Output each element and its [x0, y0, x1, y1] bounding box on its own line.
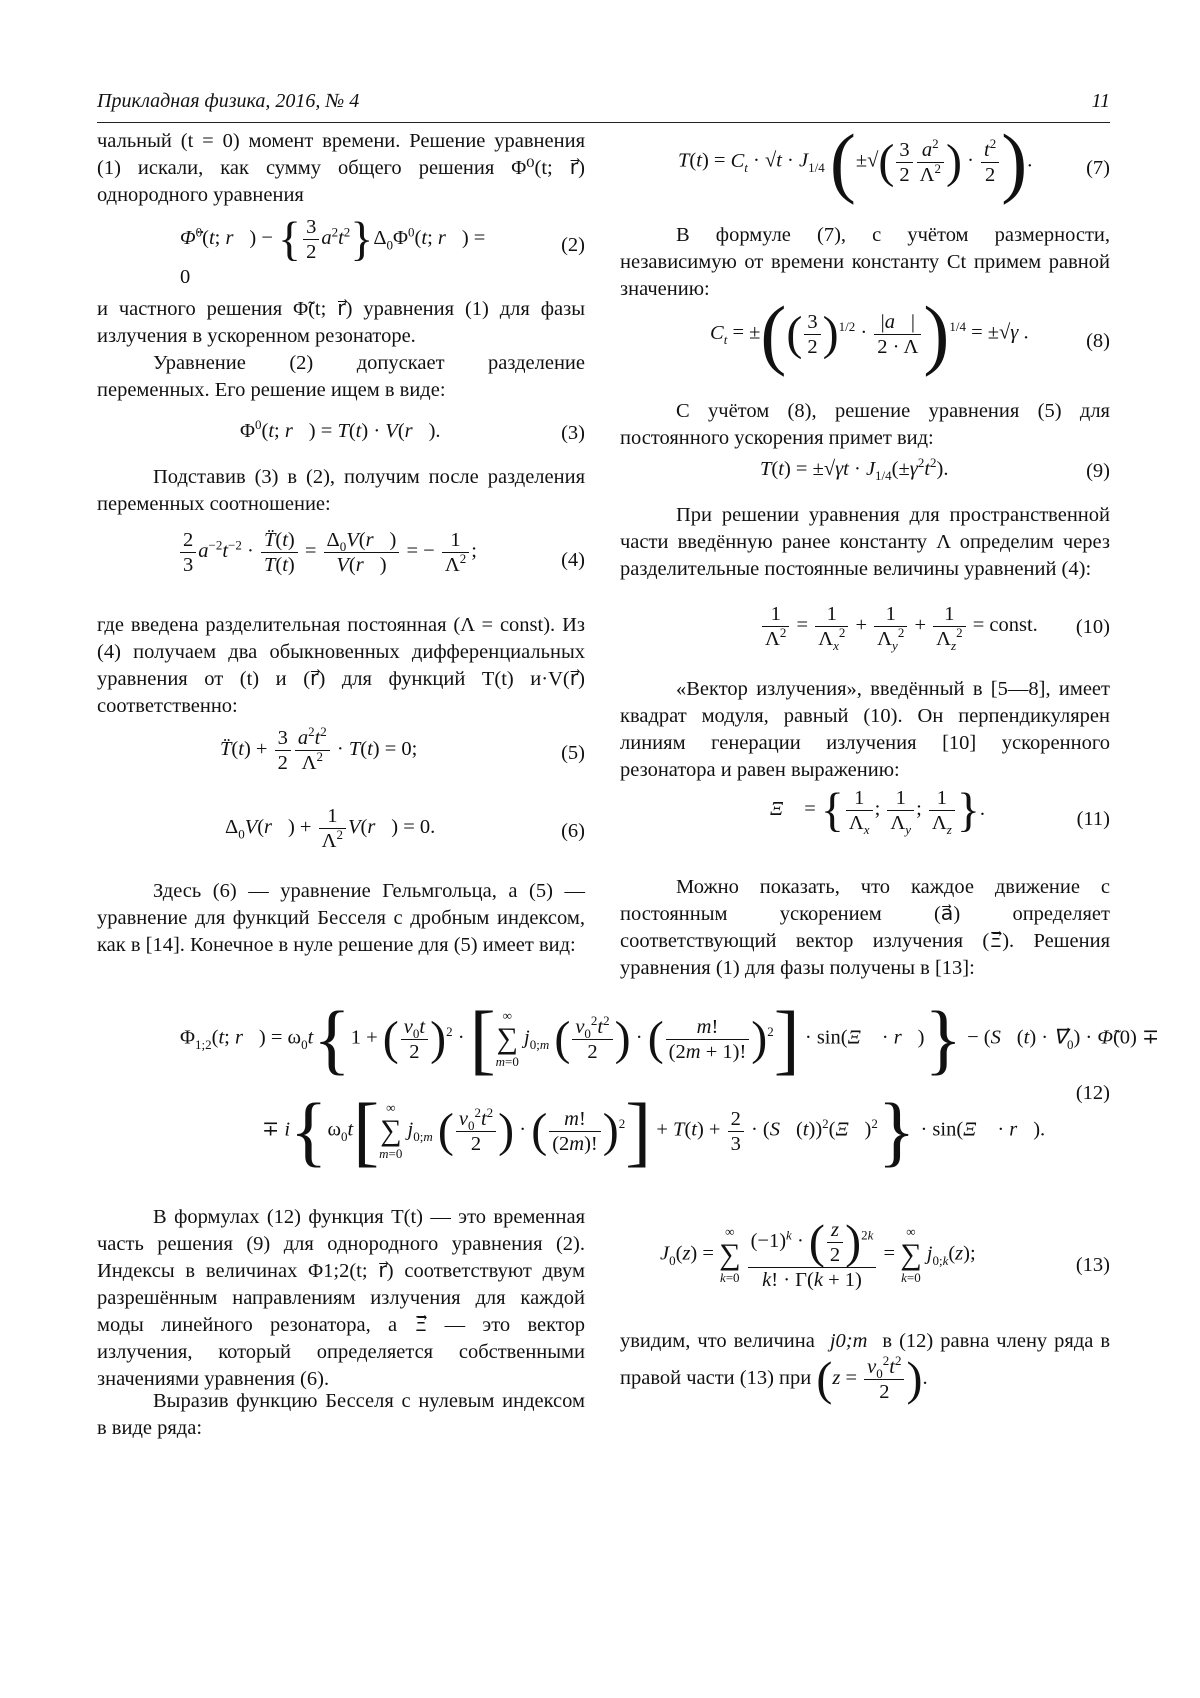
left-paragraph-4: Подставив (3) в (2), получим после разделения переменных соотношение:	[97, 466, 585, 515]
left-paragraph-2: и частного решения Φ̃(t; r⃗) уравнения (1) для фазы излучения в ускоренном резонаторе.	[97, 298, 585, 347]
equation-number-10: (10)	[1075, 616, 1110, 638]
equation-10: $\frac{1}{\Lambda^2}$ = $\frac{1}{\Lambda_x^2}$ + $\frac{1}{\Lambda_y^2}$ + $\frac{1}{\Lambda_z^2}$ = const.	[760, 602, 1040, 662]
equation-number-13: (13)	[1075, 1254, 1110, 1276]
equation-number-12: (12)	[1075, 1082, 1110, 1104]
equation-number-2: (2)	[561, 234, 585, 256]
equation-number-3: (3)	[561, 422, 585, 444]
equation-number-8: (8)	[1086, 330, 1110, 352]
equation-4: $\frac{2}{3}$ $a^{-2}t^{-2}$ · $\frac{T̈(t)}{T(t)}$ = $\frac{\Delta_0V(r⃗)}{V(r⃗)}$ = − $\frac{1}{\Lambda^2}$ ;	[178, 528, 498, 598]
equation-9: $T(t) = \pm√\gamma t \cdot J_{1/4}(\pm\gamma^2t^2)$.	[760, 455, 949, 484]
equation-13: $J_0(z)$ = ∞ ∑ k=0 $(-1)^k$ · ( $\frac{z}{2}$ )$^{2k}$ k! · Γ(k + 1) = ∞ ∑ k=0 $j_{0;k}(z)$;	[660, 1215, 976, 1291]
equation-number-4: (4)	[561, 549, 585, 571]
journal-title: Прикладная физика, 2016, № 4	[97, 90, 360, 112]
right-paragraph-6: увидим, что величина j0;m в (12) равна члену ряда в правой части (13) при (z = $\frac{v_0^2t^2}{2}$ ).	[620, 1330, 1111, 1406]
left-paragraph-8: Выразив функцию Бесселя с нулевым индексом в виде ряда:	[97, 1390, 585, 1439]
equation-12-line-1: $\Phi_{1;2}(t$; r⃗) = $\omega_0t\{1$ + ( $\frac{v_0t}{2}$ )$^2$ · [ ∞ ∑ m=0 $j_{0;m}$ ( $\frac{v_0^2t^2}{2}$ ) · ( $\frac{m!}{(2m + 1)!}$ )$^2$] · sin(Ξ⃗ · r⃗)} − (S⃗(t) · $\nabla⃗_0$) · Φ̃(0) ∓	[180, 995, 1160, 1082]
equation-7: $T(t) = C_t \cdot √t \cdot J_{1/4}$ (±√( $\frac{3}{2}$ $\frac{a^2}{\Lambda^2}$ ) · $\frac{t^2}{2}$ ).	[678, 118, 1033, 205]
page-number: 11	[1091, 90, 1110, 112]
left-paragraph-5: где введена разделительная постоянная (Λ = const). Из (4) получаем два обыкновенных дифференциальных уравнения от (t) и (r⃗) для функций T(t) и·V(r⃗) соответственно:	[97, 614, 585, 717]
const-label: const.	[989, 614, 1038, 637]
page-header	[97, 88, 1110, 123]
equation-number-6: (6)	[561, 820, 585, 842]
right-paragraph-1: В формуле (7), с учётом размерности, независимую от времени константу Ct примем равной значению:	[620, 224, 1110, 300]
equation-8: $C_t$ = ±(( $\frac{3}{2}$ )$^{1/2}$ · $\frac{|a⃗|}{2 \cdot \Lambda}$ )$^{1/4}$ = ±√γ .	[710, 290, 1029, 377]
equation-number-9: (9)	[1086, 460, 1110, 482]
left-paragraph-1: чальный (t = 0) момент времени. Решение уравнения (1) искали, как сумму общего решения Φ⁰(t; r⃗) однородного уравнения	[97, 130, 585, 206]
left-paragraph-3: Уравнение (2) допускает разделение переменных. Его решение ищем в виде:	[97, 352, 585, 401]
j0m-symbol: j0;m	[829, 1330, 868, 1352]
equation-number-11: (11)	[1076, 808, 1110, 830]
equation-6: $\Delta_0V(r⃗)$ + $\frac{1}{\Lambda^2}$ V(r⃗) = 0.	[225, 805, 436, 852]
right-paragraph-2: С учётом (8), решение уравнения (5) для постоянного ускорения примет вид:	[620, 400, 1110, 449]
right-paragraph-3: При решении уравнения для пространственной части введённую ранее константу Λ определим через разделительные постоянные величины уравнений (4):	[620, 504, 1110, 580]
right-paragraph-5: Можно показать, что каждое движение с постоянным ускорением (a⃗) определяет соответствующий вектор излучения (Ξ⃗). Решения уравнения (1) для фазы получены в [13]:	[620, 876, 1110, 979]
left-paragraph-6: Здесь (6) — уравнение Гельмгольца, а (5) — уравнение для функций Бесселя с дробным индексом, как в [14]. Конечное в нуле решение для (5) имеет вид:	[97, 880, 585, 956]
equation-number-5: (5)	[561, 742, 585, 764]
equation-number-7: (7)	[1086, 157, 1110, 179]
right-paragraph-4: «Вектор излучения», введённый в [5—8], имеет квадрат модуля, равный (10). Он перпендикулярен линиям генерации излучения [10] ускоренного резонатора и равен выражению:	[620, 678, 1110, 781]
equation-12-line-2: ∓ $i\{\omega_0t$[ ∞ ∑ m=0 $j_{0;m}$ ( $\frac{v_0^2t^2}{2}$ ) · ( $\frac{m!}{(2m)!}$ )$^2$] + T(t) + $\frac{2}{3}$ · (S⃗(t))$^2$(Ξ⃗)$^2$} · sin(Ξ⃗ · r⃗).	[262, 1087, 1046, 1174]
left-paragraph-7: В формулах (12) функция T(t) — это временная часть решения (9) для однородного уравнения (2). Индексы в величинах Φ1;2(t; r⃗) соответствуют двум разрешённым направлениям излучения для каждой моды линейного резонатора, а Ξ⃗ — это вектор излучения, который определяется собственными значениями уравнения (6).	[97, 1206, 585, 1390]
equation-2: Φ̈$^0$(t; r⃗) − { $\frac{3}{2}$ $a^2t^2\}\Delta_0\Phi^0(t$; r⃗) = 0	[180, 212, 486, 288]
equation-5: T̈(t) + $\frac{3}{2}$ $\frac{a^2t^2}{\Lambda^2}$ · T(t) = 0;	[220, 724, 418, 774]
equation-3: $\Phi^0(t$; r⃗) = T(t) · V(r⃗).	[240, 417, 441, 442]
equation-11: Ξ⃗ = { $\frac{1}{\Lambda_x}$ ; $\frac{1}{\Lambda_y}$ ; $\frac{1}{\Lambda_z}$ }.	[770, 783, 985, 838]
